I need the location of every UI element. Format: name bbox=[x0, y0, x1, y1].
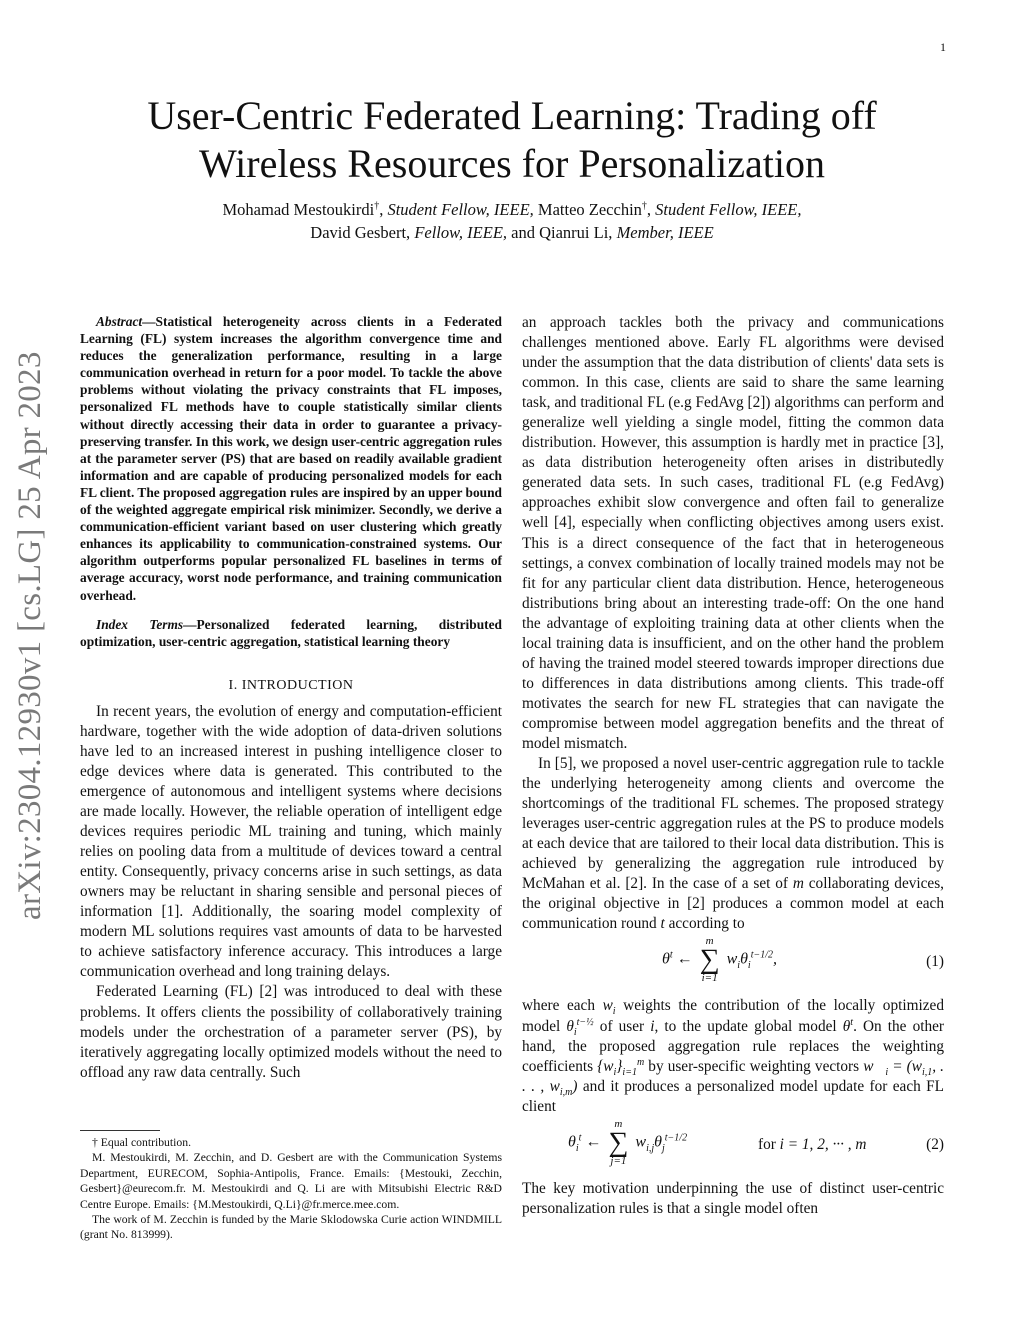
author-1: Mohamad Mestoukirdi bbox=[222, 200, 375, 219]
index-terms-lead: Index Terms bbox=[96, 616, 184, 632]
author-2-role: Student Fellow, IEEE, bbox=[655, 200, 802, 219]
summation-symbol: m ∑ j=1 bbox=[608, 1117, 629, 1167]
math-m: m bbox=[792, 875, 804, 893]
right-p2-text-a: In [5], we proposed a novel user-centric aggregation rule to tackle the underlying heterogeneity among clients and overcome the shortcomings of the traditional FL schemes. The proposed strategy leverages user-centric aggregation rules at the PS to produce models at each device that are tailored to their local data distribution. This is achieved by generalizing the aggregation rule introduced by McMahan et al. [2]. In the case of a set of bbox=[522, 755, 944, 893]
title-line-1: User-Centric Federated Learning: Trading off bbox=[147, 93, 877, 138]
equation-2-range: i = 1, 2, ··· , m bbox=[779, 1135, 867, 1153]
math-weight-vector: $w⃗_i = (w_{i,1}$, . . . , $w_{i,m}$) bbox=[522, 1057, 944, 1098]
author-list: Mohamad Mestoukirdi†, Student Fellow, IEEE, Matteo Zecchin†, Student Fellow, IEEE, David Gesbert, Fellow, IEEE, and Qianrui Li, Member, IEEE bbox=[222, 200, 802, 242]
right-paragraph-2 bbox=[522, 754, 944, 934]
equation-2-condition bbox=[758, 1135, 866, 1155]
footnote-rule bbox=[80, 1130, 160, 1131]
math-theta-t: $\theta^t$ bbox=[842, 1016, 854, 1035]
abstract-text: —Statistical heterogeneity across clients in a Federated Learning (FL) system increases the algorithm convergence time and reduces the generalization performance, resulting in a large communication overhead in return for a poor model. To tackle the above problems without violating the privacy constraints that FL imposes, personalized FL methods have to couple statistically similar clients without directly accessing their data in order to guarantee a privacy-preserving transfer. In this work, we design user-centric aggregation rules at the parameter server (PS) that are based on readily available gradient information and are capable of producing personalized models for each FL client. The proposed aggregation rules are inspired by an upper bound of the weighted aggregate empirical risk minimizer. Secondly, we derive a communication-efficient variant based on user clustering which greatly enhances its applicability to communication-constrained systems. Our algorithm outperforms popular personalized FL baselines in terms of average accuracy, worst node performance, and training communication overhead. bbox=[80, 314, 502, 603]
equation-2-number: (2) bbox=[926, 1135, 944, 1153]
right-p2-text-c: according to bbox=[668, 915, 745, 933]
author-2: Matteo Zecchin bbox=[537, 200, 642, 219]
math-theta-i-half: $\theta_i^{t-\frac{1}{2}}$ bbox=[566, 1016, 594, 1038]
summation-symbol: m ∑ i=1 bbox=[699, 935, 720, 985]
equation-2 bbox=[522, 1119, 944, 1175]
author-4-role: Member, IEEE bbox=[616, 223, 714, 242]
arxiv-identifier: arXiv:2304.12930v1 [cs.LG] 25 Apr 2023 bbox=[12, 351, 48, 920]
right-p3-s6: by user-specific weighting vectors bbox=[648, 1057, 860, 1075]
intro-paragraph-2: Federated Learning (FL) [2] was introduced to deal with these problems. It offers clients the possibility of collaboratively training models under the orchestration of a parameter server (PS), by iteratively aggregating locally optimized models without the need to offload any raw data centrally. Such bbox=[80, 983, 502, 1081]
author-1-role: Student Fellow, IEEE, bbox=[387, 200, 534, 219]
abstract-lead: Abstract bbox=[96, 314, 143, 329]
section-numeral: I. I bbox=[228, 677, 247, 693]
author-and: and bbox=[511, 223, 535, 242]
right-p3-s5: . On the other hand, the proposed aggregation rule replaces the weighting coefficients bbox=[522, 1017, 945, 1075]
author-4: Qianrui Li, bbox=[539, 223, 613, 242]
right-p3-s2: weights the contribution of the locally optimized model bbox=[522, 997, 944, 1035]
right-p3-s7: and it produces a personalized model update for each FL client bbox=[522, 1077, 945, 1115]
right-p3-s4: , to the update global model bbox=[654, 1017, 837, 1035]
math-t: t bbox=[660, 915, 665, 933]
right-p3-s1: where each bbox=[522, 997, 595, 1015]
abstract bbox=[80, 313, 502, 604]
math-weight-set: $\{w_i\}_{i=1}^m$ bbox=[597, 1056, 645, 1078]
right-p3-s3: of user bbox=[599, 1017, 645, 1035]
equation-1-body: $\theta^t$ ← m ∑ i=1 $w_i\theta_i^{t-1/2}$, bbox=[662, 935, 778, 985]
footnote-affiliations: M. Mestoukirdi, M. Zecchin, and D. Gesbert are with the Communication Systems Department, EURECOM, Sophia-Antipolis, France. Emails: {Mestouki, Zecchin, Gesbert}@eurecom.fr. M. Mestoukirdi and Q. Li are with Mitsubishi Electric R&D Centre Europe. Emails: {M.Mestoukirdi, Q.Li}@fr.merce.mee.com. bbox=[80, 1151, 502, 1211]
right-paragraph-4: The key motivation underpinning the use of distinct user-centric personalization rules is that a single model often bbox=[522, 1179, 944, 1217]
equation-1 bbox=[522, 936, 944, 992]
index-terms bbox=[80, 616, 502, 650]
right-paragraph-3 bbox=[522, 996, 944, 1116]
right-column bbox=[522, 313, 944, 1219]
footnote-funding: The work of M. Zecchin is funded by the Marie Sklodowska Curie action WINDMILL (grant No. 813999). bbox=[80, 1213, 502, 1242]
page-number: 1 bbox=[940, 40, 946, 54]
equation-1-number: (1) bbox=[926, 953, 944, 971]
footnote-equal-contribution: † Equal contribution. bbox=[92, 1136, 192, 1149]
author-3-role: Fellow, IEEE, bbox=[414, 223, 508, 242]
footnotes bbox=[80, 1130, 502, 1243]
right-paragraph-1: an approach tackles both the privacy and communications challenges mentioned above. Early FL algorithms were devised under the assumption that the data distribution of clients' data sets is common. In this case, clients are said to share the same learning task, and traditional FL (e.g FedAvg [2]) algorithms can perform and generalize well yielding a single model, fitting the common data distribution. However, this assumption is hardly met in practice [3], as data distribution heterogeneity often arises in distributedly generated data sets. In such cases, traditional FL (e.g FedAvg) approaches exhibit slow convergence and often fail to generalize well [4], especially when conflicting objectives among users exist. This is a direct consequence of the fact that in heterogeneous settings, a convex combination of locally trained models may not be fit for any particular client data distribution. Hence, heterogeneous distributions bring about an interesting trade-off: On the one hand the advantage of exploiting training data at other clients when the local training data is insufficient, and on the other hand the problem of having the trained model steered towards improper directions due to differences in data distributions among clients. This trade-off motivates the search for new FL strategies that can navigate the compromise between model aggregation benefits and the threat of model mismatch. bbox=[522, 314, 944, 752]
title-line-2: Wireless Resources for Personalization bbox=[199, 141, 825, 186]
paper-title bbox=[80, 92, 944, 188]
right-p2-text-b: collaborating devices, the original objective in [2] produces a common model at each communication round bbox=[522, 875, 944, 933]
author-1-mark: † bbox=[374, 200, 380, 212]
author-2-mark: † bbox=[641, 200, 647, 212]
section-title: NTRODUCTION bbox=[246, 677, 354, 693]
section-heading-introduction bbox=[80, 676, 502, 696]
math-wi: $w_i$ bbox=[602, 997, 616, 1018]
left-column bbox=[80, 313, 502, 1083]
equation-2-body: $\theta_i^t$ ← m ∑ j=1 $w_{i,j}\theta_j^{t-1/2}$ bbox=[568, 1117, 688, 1167]
author-3: David Gesbert, bbox=[310, 223, 411, 242]
math-i: i bbox=[650, 1017, 655, 1035]
equation-2-for: for bbox=[758, 1135, 776, 1153]
index-terms-text: —Personalized federated learning, distributed optimization, user-centric aggregation, statistical learning theory bbox=[80, 616, 503, 649]
intro-paragraph-1: In recent years, the evolution of energy and computation-efficient hardware, together with the wide adoption of data-driven solutions have led to an increased interest in pushing intelligence closer to edge devices where data is generated. This contributed to the emergence of autonomous and intelligent systems where decisions are made locally. However, the reliable operation of intelligent edge devices requires periodic ML training and tuning, which mainly relies on pooling data from a multitude of devices toward a central entity. Consequently, privacy concerns arise in such settings, as data owners may be reluctant in sharing sensible and personal pieces of information [1]. Additionally, the soaring model complexity of modern ML solutions requires vast amounts of data to be harvested to achieve satisfactory inference accuracy. This introduces a large communication overhead and long training delays. bbox=[80, 702, 502, 981]
